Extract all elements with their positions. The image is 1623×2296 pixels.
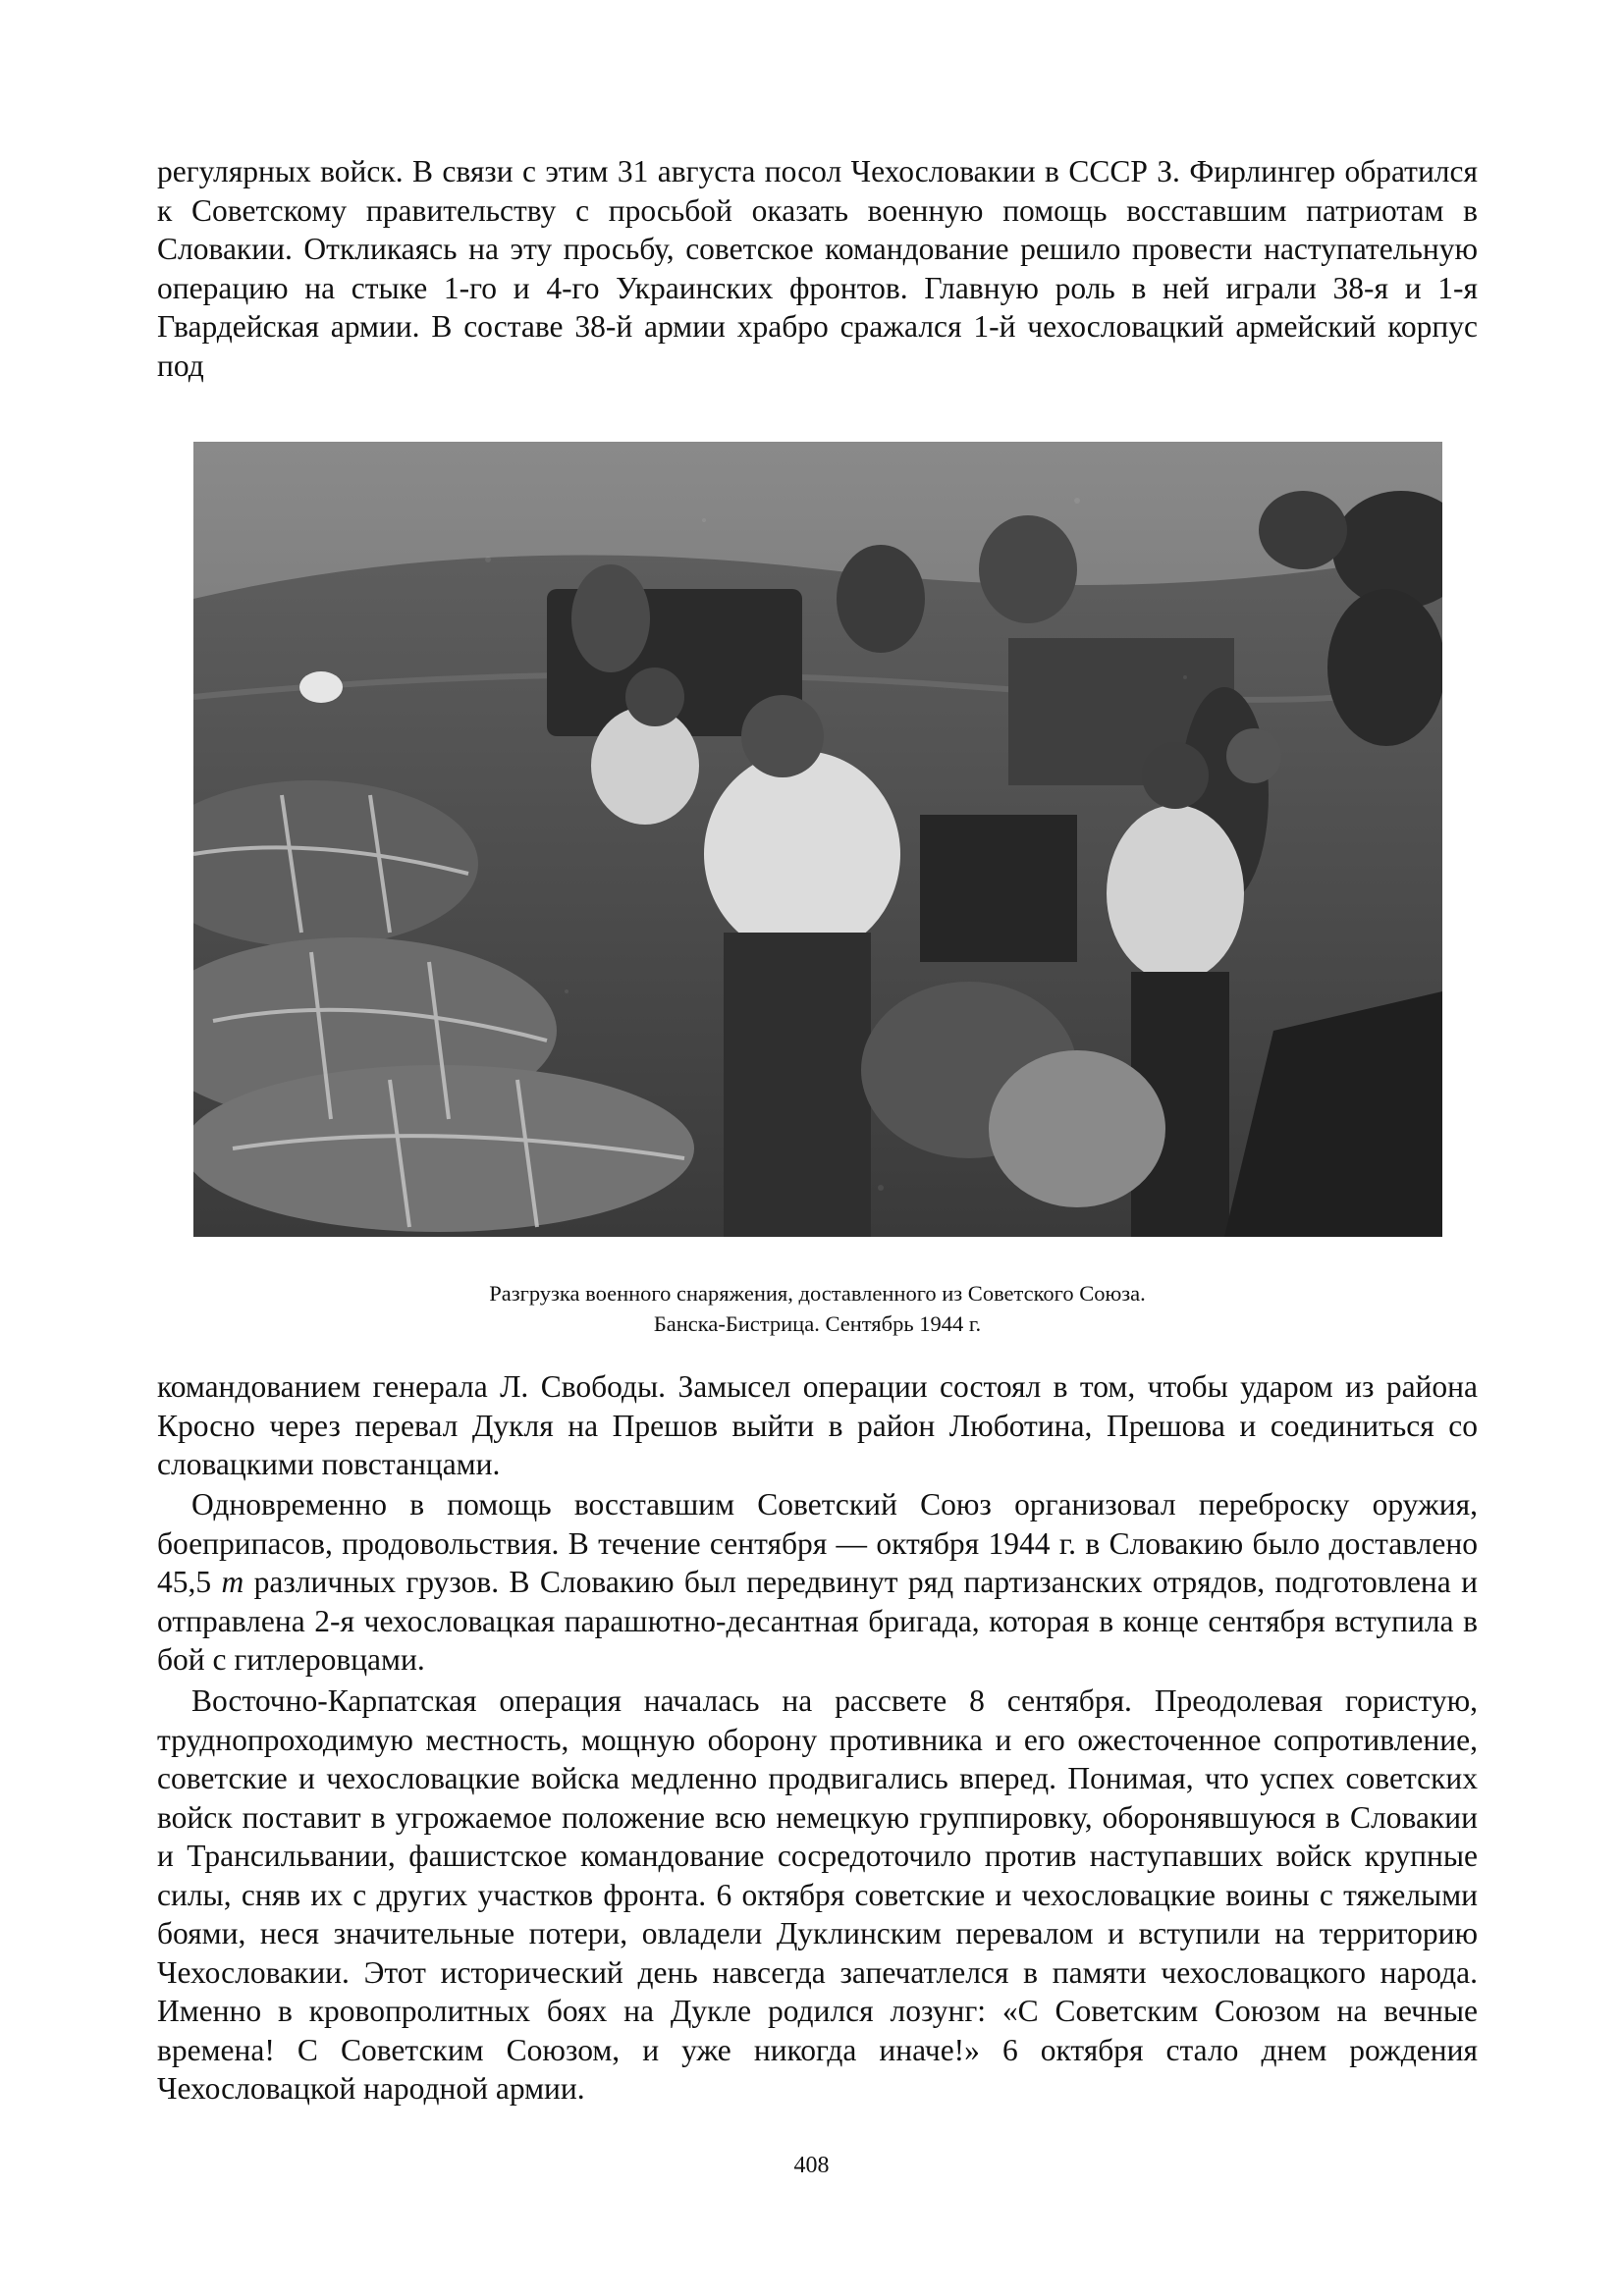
historical-photo bbox=[193, 442, 1442, 1237]
paragraph-supplies-text-b: различных грузов. В Словакию был передвинут ряд партизанских отрядов, подготовлена и отправлена 2-я чехословацкая парашютно-десантная бригада, которая в конце сентября вступила в бой с гитлеровцами. bbox=[157, 1565, 1479, 1677]
caption-line-1: Разгрузка военного снаряжения, доставленного из Советского Союза. bbox=[489, 1281, 1146, 1306]
paragraph-supplies bbox=[157, 1485, 1478, 1680]
paragraph-continuation: командованием генерала Л. Свободы. Замысел операции состоял в том, чтобы ударом из района Кросно через перевал Дукля на Прешов выйти в район Люботина, Прешова и соединиться со словацкими повстанцами. bbox=[157, 1369, 1478, 1481]
paragraph-intro: регулярных войск. В связи с этим 31 августа посол Чехословакии в СССР З. Фирлингер обратился к Советскому правительству с просьбой оказать военную помощь восставшим патриотам в Словакии. Откликаясь на эту просьбу, советское командование решило провести наступательную операцию на стыке 1-го и 4-го Украинских фронтов. Главную роль в ней играли 38-я и 1-я Гвардейская армии. В составе 38-й армии храбро сражался 1-й чехословацкий армейский корпус под bbox=[157, 154, 1478, 383]
caption-line-2: Банска-Бистрица. Сентябрь 1944 г. bbox=[653, 1311, 982, 1336]
paragraph-operation: Восточно-Карпатская операция началась на рассвете 8 сентября. Преодолевая гористую, труднопроходимую местность, мощную оборону противника и его ожесточенное сопротивление, советские и чехословацкие войска медленно продвигались вперед. Понимая, что успех советских войск поставит в угрожаемое положение всю немецкую группировку, оборонявшуюся в Словакии и Трансильвании, фашистское командование сосредоточило против наступавших войск крупные силы, сняв их с других участков фронта. 6 октября советские и чехословацкие воины с тяжелыми боями, неся значительные потери, овладели Дуклинским перевалом и вступили на территорию Чехословакии. Этот исторический день навсегда запечатлелся в памяти чехословацкого народа. Именно в кровопролитных боях на Дукле родился лозунг: «С Советским Союзом на вечные времена! С Советским Союзом, и уже никогда иначе!» 6 октября стало днем рождения Чехословацкой народной армии. bbox=[157, 1683, 1478, 2106]
page-number: 408 bbox=[793, 2153, 830, 2178]
paragraph-supplies-text-a: Одновременно в помощь восставшим Советский Союз организовал переброску оружия, боеприпасов, продовольствия. В течение сентября — октября 1944 г. в Словакию было доставлено 45,5 bbox=[157, 1487, 1478, 1599]
photo-caption bbox=[157, 1278, 1478, 1339]
ton-unit: т bbox=[221, 1565, 244, 1599]
